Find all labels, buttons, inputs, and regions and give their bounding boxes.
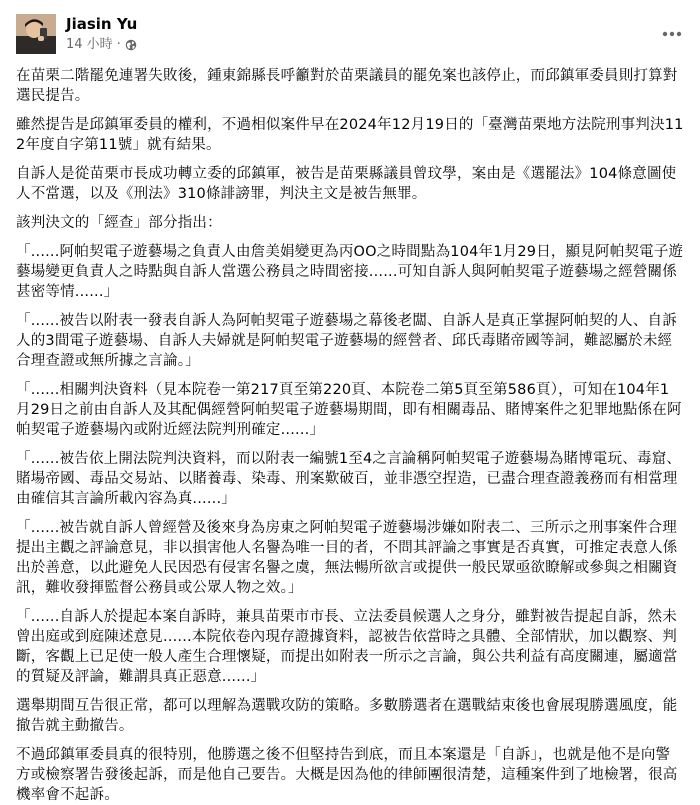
author-name[interactable]: Jiasin Yu: [66, 14, 138, 33]
post-paragraph: 自訴人是從苗栗市長成功轉立委的邱鎮軍，被告是苗栗縣議員曾玟學，案由是《選罷法》104條意圖使人不當選，以及《刑法》310條誹謗罪，判決主文是被告無罪。: [16, 166, 677, 202]
avatar-photo-icon: [16, 14, 56, 54]
post-meta: [66, 15, 654, 54]
post-paragraph: 「......阿帕契電子遊藝場之負責人由詹美娟變更為丙OO之時間點為104年1月29日，顯見阿帕契電子遊藝場變更負責人之時點與自訴人當選公務員之時間密接......可知自訴人與阿帕契電子遊藝場之經營關係甚密等情......」: [16, 244, 684, 300]
post-paragraph: 在苗栗二階罷免連署失敗後，鍾東錦縣長呼籲對於苗栗議員的罷免案也該停止，而邱鎮軍委員則打算對選民提告。: [16, 68, 678, 104]
more-options-button[interactable]: [654, 16, 690, 52]
post-header: [16, 12, 684, 56]
post-body: [16, 66, 684, 805]
post-paragraph: 選舉期間互告很正常，都可以理解為選戰攻防的策略。多數勝選者在選戰結束後也會展現勝選風度，能撤告就主動撤告。: [16, 698, 678, 734]
avatar[interactable]: [16, 14, 56, 54]
post-paragraph: 雖然提告是邱鎮軍委員的權利，不過相似案件早在2024年12月19日的「臺灣苗栗地方法院刑事判決112年度自字第11號」就有結果。: [16, 117, 684, 153]
post-paragraph: 該判決文的「經查」部分指出：: [16, 215, 222, 231]
post-paragraph: 「......被告以附表一發表自訴人為阿帕契電子遊藝場之幕後老闆、自訴人是真正掌握阿帕契的人、自訴人的3間電子遊藝場、自訴人夫婦就是阿帕契電子遊藝場的經營者、邱氏毒賭帝國等詞，難認屬於未經合理查證或無所據之言論。」: [16, 313, 677, 369]
meta-separator: ·: [116, 36, 121, 52]
post-paragraph: 「......被告就自訴人曾經營及後來身為房東之阿帕契電子遊藝場涉嫌如附表二、三所示之刑事案件合理提出主觀之評論意見，非以損害他人名譽為唯一目的者，不問其評論之事實是否真實，可推定表意人係出於善意，以此避免人民因恐有侵害名譽之虞，無法暢所欲言或提供一般民眾亟欲瞭解或參與之相關資訊，難收發揮監督公務員或公眾人物之效。」: [16, 520, 678, 596]
post-paragraph: 「......自訴人於提起本案自訴時，兼具苗栗市市長、立法委員候選人之身分，雖對被告提起自訴，然未曾出庭或到庭陳述意見......本院依卷內現存證據資料，認被告依當時之具體、全部情狀，加以觀察、判斷，客觀上已足使一般人產生合理懷疑，而提出如附表一所示之言論，與公共利益有高度關連，屬適當的質疑及評論，難謂具真正惡意......」: [16, 609, 678, 685]
post-paragraph: 「......被告依上開法院判決資料，而以附表一編號1至4之言論稱阿帕契電子遊藝場為賭博電玩、毒窟、賭場帝國、毒品交易站、以賭養毒、染毒、刑案歎破百，並非憑空捏造，已盡合理查證義務而有相當理由確信其言論所載內容為真......」: [16, 451, 682, 507]
post-timestamp[interactable]: 14 小時: [66, 36, 113, 52]
more-horizontal-icon: [662, 31, 682, 37]
post-paragraph: 不過邱鎮軍委員真的很特別，他勝選之後不但堅持告到底，而且本案還是「自訴」，也就是他不是向警方或檢察署告發後起訴，而是他自己要告。大概是因為他的律師團很清楚，這種案件到了地檢署，很高機率會不起訴。: [16, 747, 678, 803]
globe-icon[interactable]: [125, 39, 137, 51]
post-subline: [66, 36, 654, 54]
post-paragraph: 「......相關判決資料（見本院卷一第217頁至第220頁、本院卷二第5頁至第586頁），可知在104年1月29日之前由自訴人及其配偶經營阿帕契電子遊藝場期間，即有相關毒品、賭博案件之犯罪地點係在阿帕契電子遊藝場內或附近經法院判刑確定......」: [16, 382, 682, 438]
